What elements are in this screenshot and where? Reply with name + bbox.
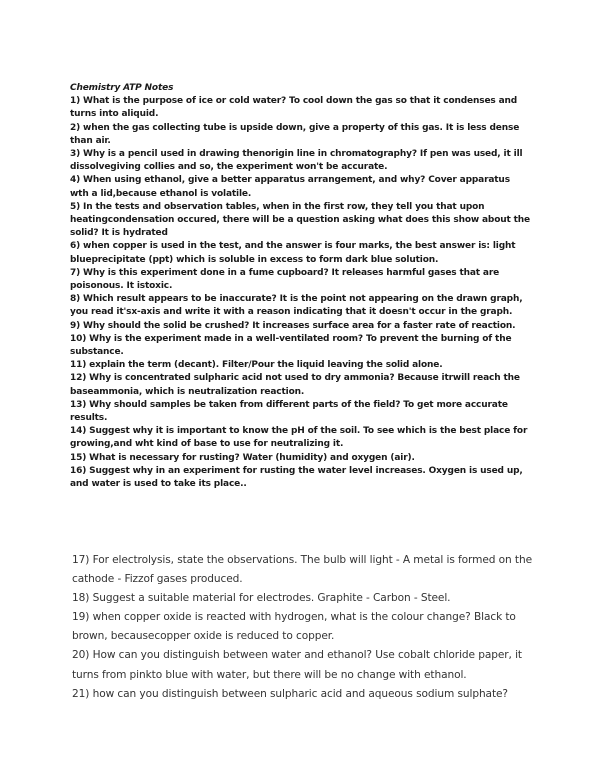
note-item: 11) explain the term (decant). Filter/Pour the liquid leaving the solid alone. (70, 360, 443, 371)
note-item: 19) when copper oxide is reacted with hydrogen, what is the colour change? Black to brown, becausecopper oxide is reduced to copper. (72, 611, 516, 643)
note-item: 15) What is necessary for rusting? Water (humidity) and oxygen (air). (70, 452, 415, 463)
note-item: 2) when the gas collecting tube is upside down, give a property of this gas. It is less dense than air. (70, 122, 520, 146)
note-item: 8) Which result appears to be inaccurate? It is the point not appearing on the drawn graph, you read it'sx-axis and write it with a reason indicating that it doesn't occur in the graph. (70, 294, 523, 318)
atp-notes-section (70, 82, 530, 491)
note-item: 17) For electrolysis, state the observations. The bulb will light - A metal is formed on the cathode - Fizzof gases produced. (72, 554, 532, 586)
note-item: 16) Suggest why in an experiment for rusting the water level increases. Oxygen is used up, and water is used to take its place.. (70, 465, 523, 490)
note-item: 10) Why is the experiment made in a well-ventilated room? To prevent the burning of the substance. (70, 333, 512, 358)
note-item: 14) Suggest why it is important to know the pH of the soil. To see which is the best place for growing,and wht kind of base to use for neutralizing it. (70, 426, 528, 450)
note-item: 6) when copper is used in the test, and the answer is four marks, the best answer is: light blueprecipitate (ppt) which is soluble in excess to form dark blue solution. (70, 241, 516, 265)
note-item: 9) Why should the solid be crushed? It increases surface area for a faster rate of reaction. (70, 320, 516, 331)
note-item: 5) In the tests and observation tables, when in the first row, they tell you that upon heatingcondensation occured, there will be a question asking what does this show about the solid? It is hydrated (70, 201, 531, 239)
note-item: 21) how can you distinguish between sulpharic acid and aqueous sodium sulphate? (72, 687, 508, 700)
note-item: 4) When using ethanol, give a better apparatus arrangement, and why? Cover apparatus wth a lid,because ethanol is volatile. (70, 175, 510, 199)
additional-notes-section (72, 551, 542, 704)
note-item: 20) How can you distinguish between water and ethanol? Use cobalt chloride paper, it turns from pinkto blue with water, but there will be no change with ethanol. (72, 649, 522, 681)
note-item: 18) Suggest a suitable material for electrodes. Graphite - Carbon - Steel. (72, 592, 451, 605)
note-item: 13) Why should samples be taken from different parts of the field? To get more accurate results. (70, 399, 508, 424)
notes-title: Chemistry ATP Notes (70, 83, 174, 93)
note-item: 3) Why is a pencil used in drawing thenorigin line in chromatography? If pen was used, it ill dissolvegiving collies and so, the experiment won't be accurate. (70, 149, 523, 173)
note-item: 7) Why is this experiment done in a fume cupboard? It releases harmful gases that are poisonous. It istoxic. (70, 267, 500, 292)
note-item: 12) Why is concentrated sulpharic acid not used to dry ammonia? Because itrwill reach the baseammonia, which is neutralization reaction. (70, 373, 520, 397)
note-item: 1) What is the purpose of ice or cold water? To cool down the gas so that it condenses and turns into aliquid. (70, 96, 518, 120)
